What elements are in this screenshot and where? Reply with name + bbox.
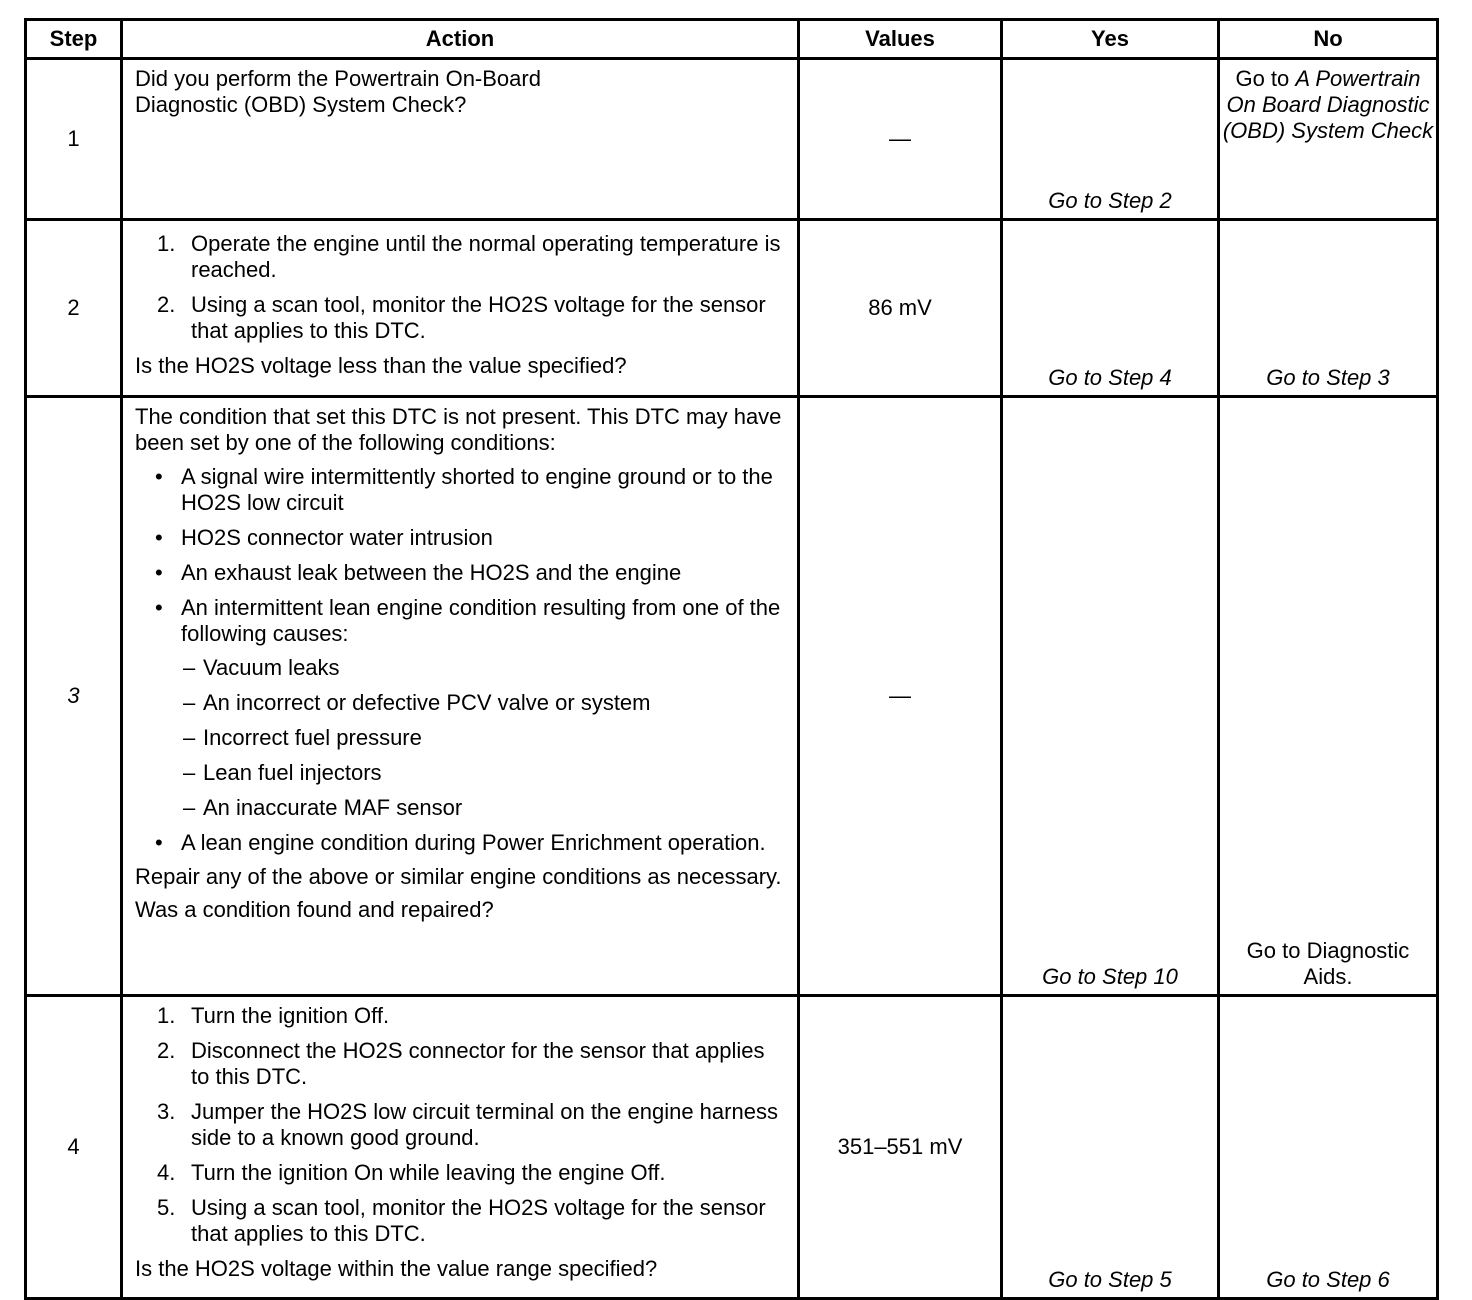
- step-number: 1: [26, 59, 122, 220]
- step-number: 2: [26, 220, 122, 397]
- no-cell: Go to Diagnostic Aids.: [1219, 397, 1438, 996]
- list-item: 2. Using a scan tool, monitor the HO2S voltage for the sensor that applies to this DTC.: [157, 292, 766, 343]
- list-item: – Lean fuel injectors: [183, 760, 382, 785]
- list-item: – Incorrect fuel pressure: [183, 725, 422, 750]
- list-item: 4. Turn the ignition On while leaving the engine Off.: [157, 1160, 666, 1185]
- yes-cell: Go to Step 2: [1002, 59, 1219, 220]
- value-cell: 86 mV: [799, 220, 1002, 397]
- list-item: • A lean engine condition during Power Enrichment operation.: [155, 830, 766, 855]
- no-cell: [1219, 59, 1438, 220]
- list-item: – Vacuum leaks: [183, 655, 340, 680]
- no-cell: Go to Step 6: [1219, 996, 1438, 1299]
- list-item: • A signal wire intermittently shorted to engine ground or to the HO2S low circuit: [155, 464, 773, 515]
- no-prefix: Go to: [1235, 66, 1296, 91]
- yes-cell: Go to Step 4: [1002, 220, 1219, 397]
- list-item: • An intermittent lean engine condition resulting from one of the following causes: – Vacuum leaks – An incorrect or defective PCV valve or system – Incorrect fuel pressure – Lean fuel injectors – An inaccurate MAF sensor: [135, 595, 787, 821]
- list-item: 5. Using a scan tool, monitor the HO2S voltage for the sensor that applies to this DTC.: [157, 1195, 766, 1246]
- question: Is the HO2S voltage less than the value specified?: [135, 353, 627, 378]
- action-text: Did you perform the Powertrain On-Board Diagnostic (OBD) System Check?: [135, 66, 541, 117]
- intro-text: The condition that set this DTC is not present. This DTC may have been set by one of the following conditions:: [135, 404, 782, 455]
- repair-text: Repair any of the above or similar engine conditions as necessary.: [135, 864, 782, 889]
- question: Is the HO2S voltage within the value range specified?: [135, 1256, 658, 1281]
- value-cell: —: [799, 59, 1002, 220]
- list-item: 2. Disconnect the HO2S connector for the sensor that applies to this DTC.: [157, 1038, 765, 1089]
- yes-cell: Go to Step 5: [1002, 996, 1219, 1299]
- action-cell: [122, 59, 799, 220]
- list-item: – An inaccurate MAF sensor: [183, 795, 463, 820]
- header-no: No: [1219, 20, 1438, 59]
- list-item: • HO2S connector water intrusion: [155, 525, 493, 550]
- list-item: – An incorrect or defective PCV valve or system: [183, 690, 651, 715]
- list-item: 1. Turn the ignition Off.: [157, 1003, 390, 1028]
- header-row: [26, 20, 1438, 59]
- header-values: Values: [799, 20, 1002, 59]
- table-row: [26, 59, 1438, 220]
- list-item: 1. Operate the engine until the normal operating temperature is reached.: [157, 231, 781, 282]
- step-number: 4: [26, 996, 122, 1299]
- table-row: [26, 397, 1438, 996]
- cause-list: [181, 655, 787, 821]
- list-item: • An exhaust leak between the HO2S and the engine: [155, 560, 682, 585]
- yes-cell: Go to Step 10: [1002, 397, 1219, 996]
- numbered-steps: [135, 231, 787, 344]
- value-cell: 351–551 mV: [799, 996, 1002, 1299]
- question: Was a condition found and repaired?: [135, 897, 494, 922]
- table-row: [26, 220, 1438, 397]
- value-cell: —: [799, 397, 1002, 996]
- no-cell: Go to Step 3: [1219, 220, 1438, 397]
- step-number: 3: [26, 397, 122, 996]
- numbered-steps: [135, 1003, 787, 1247]
- action-cell: [122, 397, 799, 996]
- table-row: [26, 996, 1438, 1299]
- no-link-text: A Powertrain On Board Diagnostic (OBD) System Check: [1222, 66, 1434, 143]
- header-yes: Yes: [1002, 20, 1219, 59]
- condition-list: [135, 464, 787, 856]
- list-item: 3. Jumper the HO2S low circuit terminal on the engine harness side to a known good ground.: [157, 1099, 778, 1150]
- header-step: Step: [26, 20, 122, 59]
- action-cell: [122, 996, 799, 1299]
- diagnostic-table: [24, 18, 1439, 1300]
- header-action: Action: [122, 20, 799, 59]
- action-cell: [122, 220, 799, 397]
